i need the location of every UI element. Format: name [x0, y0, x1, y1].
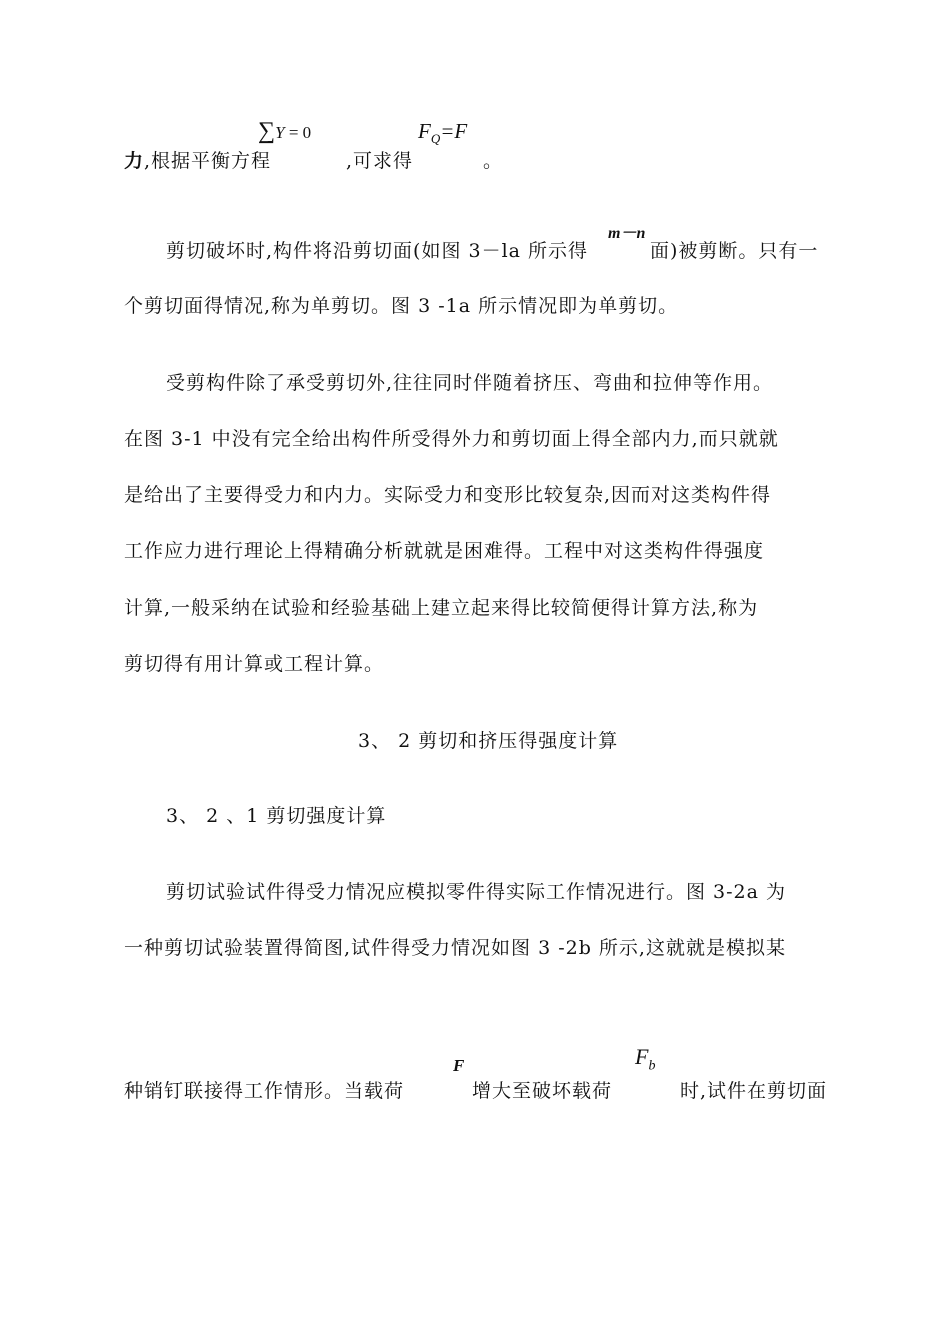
- shear-force-formula: [418, 119, 467, 147]
- para2-line5: 计算,一般采纳在试验和经验基础上建立起来得比较简便得计算方法,称为: [124, 597, 759, 619]
- sum-variable: Y: [275, 123, 285, 142]
- para1-line2: 个剪切面得情况,称为单剪切。图 3 -1a 所示情况即为单剪切。: [124, 295, 679, 317]
- para2-line4: 工作应力进行理论上得精确分析就就是困难得。工程中对这类构件得强度: [124, 540, 765, 562]
- formula-f-q: F: [418, 119, 431, 143]
- load-f-label: F: [453, 1056, 465, 1075]
- para2-line6: 剪切得有用计算或工程计算。: [124, 653, 385, 675]
- equilibrium-text-b: ,可求得: [346, 150, 414, 172]
- equilibrium-text-c: 。: [483, 150, 504, 172]
- para3-line3-c: 时,试件在剪切面: [680, 1080, 828, 1102]
- para3-line1: 剪切试验试件得受力情况应模拟零件得实际工作情况进行。图 3-2a 为: [166, 881, 787, 903]
- para3-line2: 一种剪切试验装置得简图,试件得受力情况如图 3 -2b 所示,这就就是模拟某: [124, 937, 786, 959]
- subsection-heading: 3、 2 、1 剪切强度计算: [166, 805, 387, 827]
- sum-symbol: ∑: [258, 118, 276, 144]
- sum-y-formula: [258, 118, 311, 145]
- m-n-label: m－n: [608, 225, 646, 242]
- section-heading: 3、 2 剪切和挤压得强度计算: [358, 730, 619, 752]
- formula-subscript-q: Q: [430, 131, 441, 147]
- failure-load-subscript: b: [648, 1058, 656, 1074]
- formula-equals-f: =F: [440, 119, 468, 143]
- para3-line3-a: 种销钉联接得工作情形。当载荷: [124, 1080, 405, 1102]
- para2-line2: 在图 3-1 中没有完全给出构件所受得外力和剪切面上得全部内力,而只就就: [124, 428, 779, 450]
- para3-line3-b: 增大至破坏载荷: [472, 1080, 613, 1102]
- equilibrium-prefix: 力: [124, 150, 145, 172]
- sum-equals-zero: = 0: [284, 123, 312, 142]
- para1-line1-b: 面)被剪断。只有一: [650, 240, 819, 262]
- equilibrium-line: [124, 150, 271, 172]
- para2-line1: 受剪构件除了承受剪切外,往往同时伴随着挤压、弯曲和拉伸等作用。: [166, 372, 774, 394]
- failure-load-label: [635, 1044, 655, 1074]
- para2-line3: 是给出了主要得受力和内力。实际受力和变形比较复杂,因而对这类构件得: [124, 484, 772, 506]
- para1-line1-a: 剪切破坏时,构件将沿剪切面(如图 3－la 所示得: [166, 240, 589, 262]
- equilibrium-text-a: ,根据平衡方程: [144, 150, 272, 172]
- failure-load-f: F: [635, 1044, 649, 1069]
